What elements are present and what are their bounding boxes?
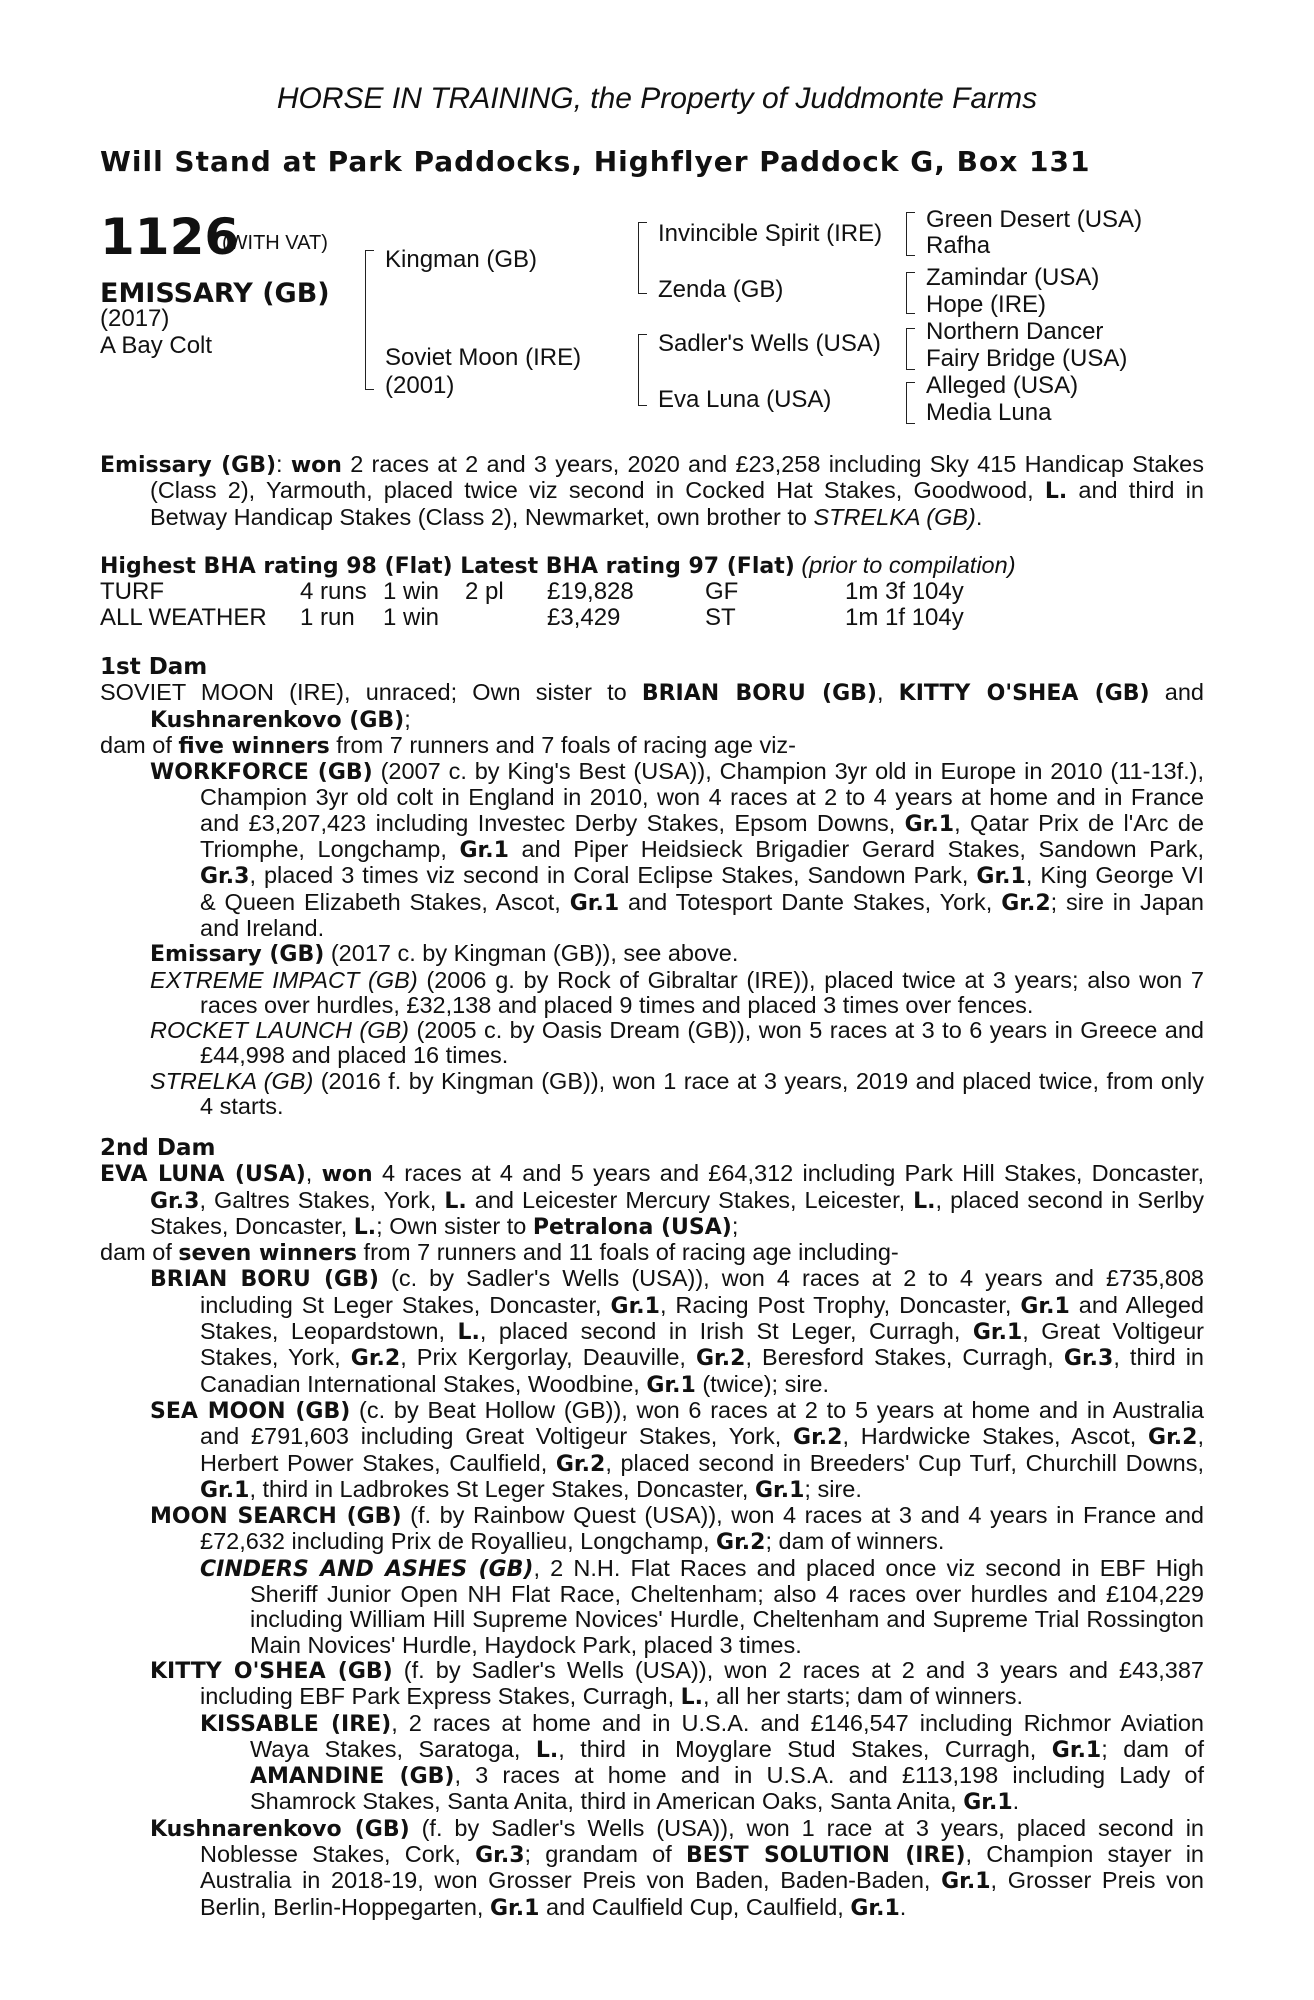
first-dam-section <box>100 655 1204 1119</box>
table-row: ALL WEATHER 1 run 1 win £3,429 ST 1m 1f 104y <box>100 604 964 632</box>
pedigree-gg1: Green Desert (USA) <box>926 206 1143 233</box>
brace-g34 <box>906 272 915 314</box>
pedigree-gg2: Rafha <box>926 232 991 259</box>
horse-year: (2017) <box>100 305 170 332</box>
pedigree-dam-dam: Eva Luna (USA) <box>658 386 832 413</box>
pedigree-sire: Kingman (GB) <box>385 246 538 273</box>
pedigree-dam-year: (2001) <box>385 372 455 399</box>
list-item: WORKFORCE (GB) (2007 c. by King's Best (USA)), Champion 3yr old in Europe in 2010 (11-13f.), Champion 3yr old colt in England in 2010, won 4 races at 2 to 4 years at home and in France and £3,207,423 including Investec Derby Stakes, Epsom Downs, Gr.1, Qatar Prix de l'Arc de Triomphe, Longchamp, Gr.1 and Piper Heidsieck Brigadier Gerard Stakes, Sandown Park, Gr.3, placed 3 times viz second in Coral Eclipse Stakes, Sandown Park, Gr.1, King George VI & Queen Elizabeth Stakes, Ascot, Gr.1 and Totesport Dante Stakes, York, Gr.2; sire in Japan and Ireland. <box>150 758 1205 941</box>
summary-paragraph: Emissary (GB): won 2 races at 2 and 3 years, 2020 and £23,258 including Sky 415 Handicap Stakes (Class 2), Yarmouth, placed twice viz second in Cocked Hat Stakes, Goodwood, L. and third in Betway Handicap Stakes (Class 2), Newmarket, own brother to STRELKA (GB). <box>100 451 1204 530</box>
brace-sire-dam <box>365 250 374 390</box>
pedigree-dam-sire: Sadler's Wells (USA) <box>658 330 881 357</box>
second-dam-produce: dam of seven winners from 7 runners and 11 foals of racing age including- <box>100 1239 899 1267</box>
second-dam-intro: EVA LUNA (USA), won 4 races at 4 and 5 years and £64,312 including Park Hill Stakes, Doncaster, Gr.3, Galtres Stakes, York, L. and Leicester Mercury Stakes, Leicester, L., placed second in Serlby Stakes, Doncaster, L.; Own sister to Petralona (USA); <box>100 1160 1205 1240</box>
vat-note: (WITH VAT) <box>222 232 328 254</box>
ratings-block <box>100 553 1204 631</box>
list-item: EXTREME IMPACT (GB) (2006 g. by Rock of Gibraltar (IRE)), placed twice at 3 years; also won 7 races over hurdles, £32,138 and placed 9 times and placed 3 times over fences. <box>150 966 1205 1018</box>
pedigree-gg8: Media Luna <box>926 399 1052 426</box>
stabling-location: Will Stand at Park Paddocks, Highflyer Paddock G, Box 131 <box>100 145 1091 178</box>
pedigree-dam: Soviet Moon (IRE) <box>385 344 582 371</box>
first-dam-intro: SOVIET MOON (IRE), unraced; Own sister to BRIAN BORU (GB), KITTY O'SHEA (GB) and Kushnarenkovo (GB); <box>100 679 1204 733</box>
list-item: SEA MOON (GB) (c. by Beat Hollow (GB)), won 6 races at 2 to 5 years at home and in Australia and £791,603 including Great Voltigeur Stakes, York, Gr.2, Hardwicke Stakes, Ascot, Gr.2, Herbert Power Stakes, Caulfield, Gr.2, placed second in Breeders' Cup Turf, Churchill Downs, Gr.1, third in Ladbrokes St Leger Stakes, Doncaster, Gr.1; sire. <box>150 1396 1204 1503</box>
pedigree-gg4: Hope (IRE) <box>926 291 1047 318</box>
brace-g12 <box>906 212 915 256</box>
pedigree-sire-sire: Invincible Spirit (IRE) <box>658 220 883 247</box>
list-item: ROCKET LAUNCH (GB) (2005 c. by Oasis Dream (GB)), won 5 races at 3 to 6 years in Greece and £44,998 and placed 16 times. <box>150 1017 1204 1069</box>
brace-dam-parents <box>638 334 647 406</box>
brace-sire-parents <box>638 222 647 294</box>
second-dam-section <box>100 1136 1204 1921</box>
pedigree-gg7: Alleged (USA) <box>926 372 1079 399</box>
race-summary <box>100 452 1204 530</box>
list-item: Emissary (GB) (2017 c. by Kingman (GB)), see above. <box>150 940 739 968</box>
pedigree-gg6: Fairy Bridge (USA) <box>926 345 1128 372</box>
list-item: MOON SEARCH (GB) (f. by Rainbow Quest (USA)), won 4 races at 3 and 4 years in France and £72,632 including Prix de Royallieu, Longchamp, Gr.2; dam of winners. <box>150 1502 1204 1556</box>
pedigree-gg5: Northern Dancer <box>926 318 1104 345</box>
first-dam-heading: 1st Dam <box>100 654 208 680</box>
list-item: BRIAN BORU (GB) (c. by Sadler's Wells (USA)), won 4 races at 2 to 4 years and £735,808 including St Leger Stakes, Doncaster, Gr.1, Racing Post Trophy, Doncaster, Gr.1 and Alleged Stakes, Leopardstown, L., placed second in Irish St Leger, Curragh, Gr.1, Great Voltigeur Stakes, York, Gr.2, Prix Kergorlay, Deauville, Gr.2, Beresford Stakes, Curragh, Gr.3, third in Canadian International Stakes, Woodbine, Gr.1 (twice); sire. <box>150 1265 1204 1398</box>
list-item: CINDERS AND ASHES (GB), 2 N.H. Flat Races and placed once viz second in EBF High Sheriff Junior Open NH Flat Race, Cheltenham; also 4 races over hurdles and £104,229 including William Hill Supreme Novices' Hurdle, Cheltenham and Supreme Trial Rossington Main Novices' Hurdle, Haydock Park, placed 3 times. <box>200 1554 1204 1658</box>
second-dam-heading: 2nd Dam <box>100 1135 216 1161</box>
lot-number: 1126 <box>100 208 240 266</box>
first-dam-produce: dam of five winners from 7 runners and 7 foals of racing age viz- <box>100 731 796 759</box>
list-item: Kushnarenkovo (GB) (f. by Sadler's Wells (USA)), won 1 race at 3 years, placed second in Noblesse Stakes, Cork, Gr.3; grandam of BEST SOLUTION (IRE), Champion stayer in Australia in 2018-19, won Grosser Preis von Baden, Baden-Baden, Gr.1, Grosser Preis von Berlin, Berlin-Hoppegarten, Gr.1 and Caulfield Cup, Caulfield, Gr.1. <box>150 1814 1205 1921</box>
race-record-table <box>100 579 964 631</box>
pedigree-gg3: Zamindar (USA) <box>926 264 1100 291</box>
list-item: STRELKA (GB) (2016 f. by Kingman (GB)), won 1 race at 3 years, 2019 and placed twice, from only 4 starts. <box>150 1067 1204 1120</box>
horse-description: A Bay Colt <box>100 332 213 359</box>
brace-g78 <box>906 382 915 424</box>
horse-name: EMISSARY (GB) <box>100 278 330 309</box>
ratings-heading-line <box>100 553 1204 579</box>
ratings-heading: Highest BHA rating 98 (Flat) Latest BHA rating 97 (Flat) <box>100 554 795 579</box>
brace-g56 <box>906 328 915 370</box>
pedigree-sire-dam: Zenda (GB) <box>658 276 784 303</box>
list-item: KITTY O'SHEA (GB) (f. by Sadler's Wells (USA)), won 2 races at 2 and 3 years and £43,387 including EBF Park Express Stakes, Curragh, L., all her starts; dam of winners. <box>150 1656 1204 1711</box>
ratings-note: (prior to compilation) <box>801 552 1016 578</box>
list-item: KISSABLE (IRE), 2 races at home and in U.S.A. and £146,547 including Richmor Aviation Waya Stakes, Saratoga, L., third in Moyglare Stud Stakes, Curragh, Gr.1; dam of AMANDINE (GB), 3 races at home and in U.S.A. and £113,198 including Lady of Shamrock Stakes, Santa Anita, third in American Oaks, Santa Anita, Gr.1. <box>200 1709 1204 1816</box>
page-title: HORSE IN TRAINING, the Property of Juddmonte Farms <box>276 82 1038 115</box>
table-row: TURF 4 runs 1 win 2 pl £19,828 GF 1m 3f 104y <box>100 578 964 606</box>
